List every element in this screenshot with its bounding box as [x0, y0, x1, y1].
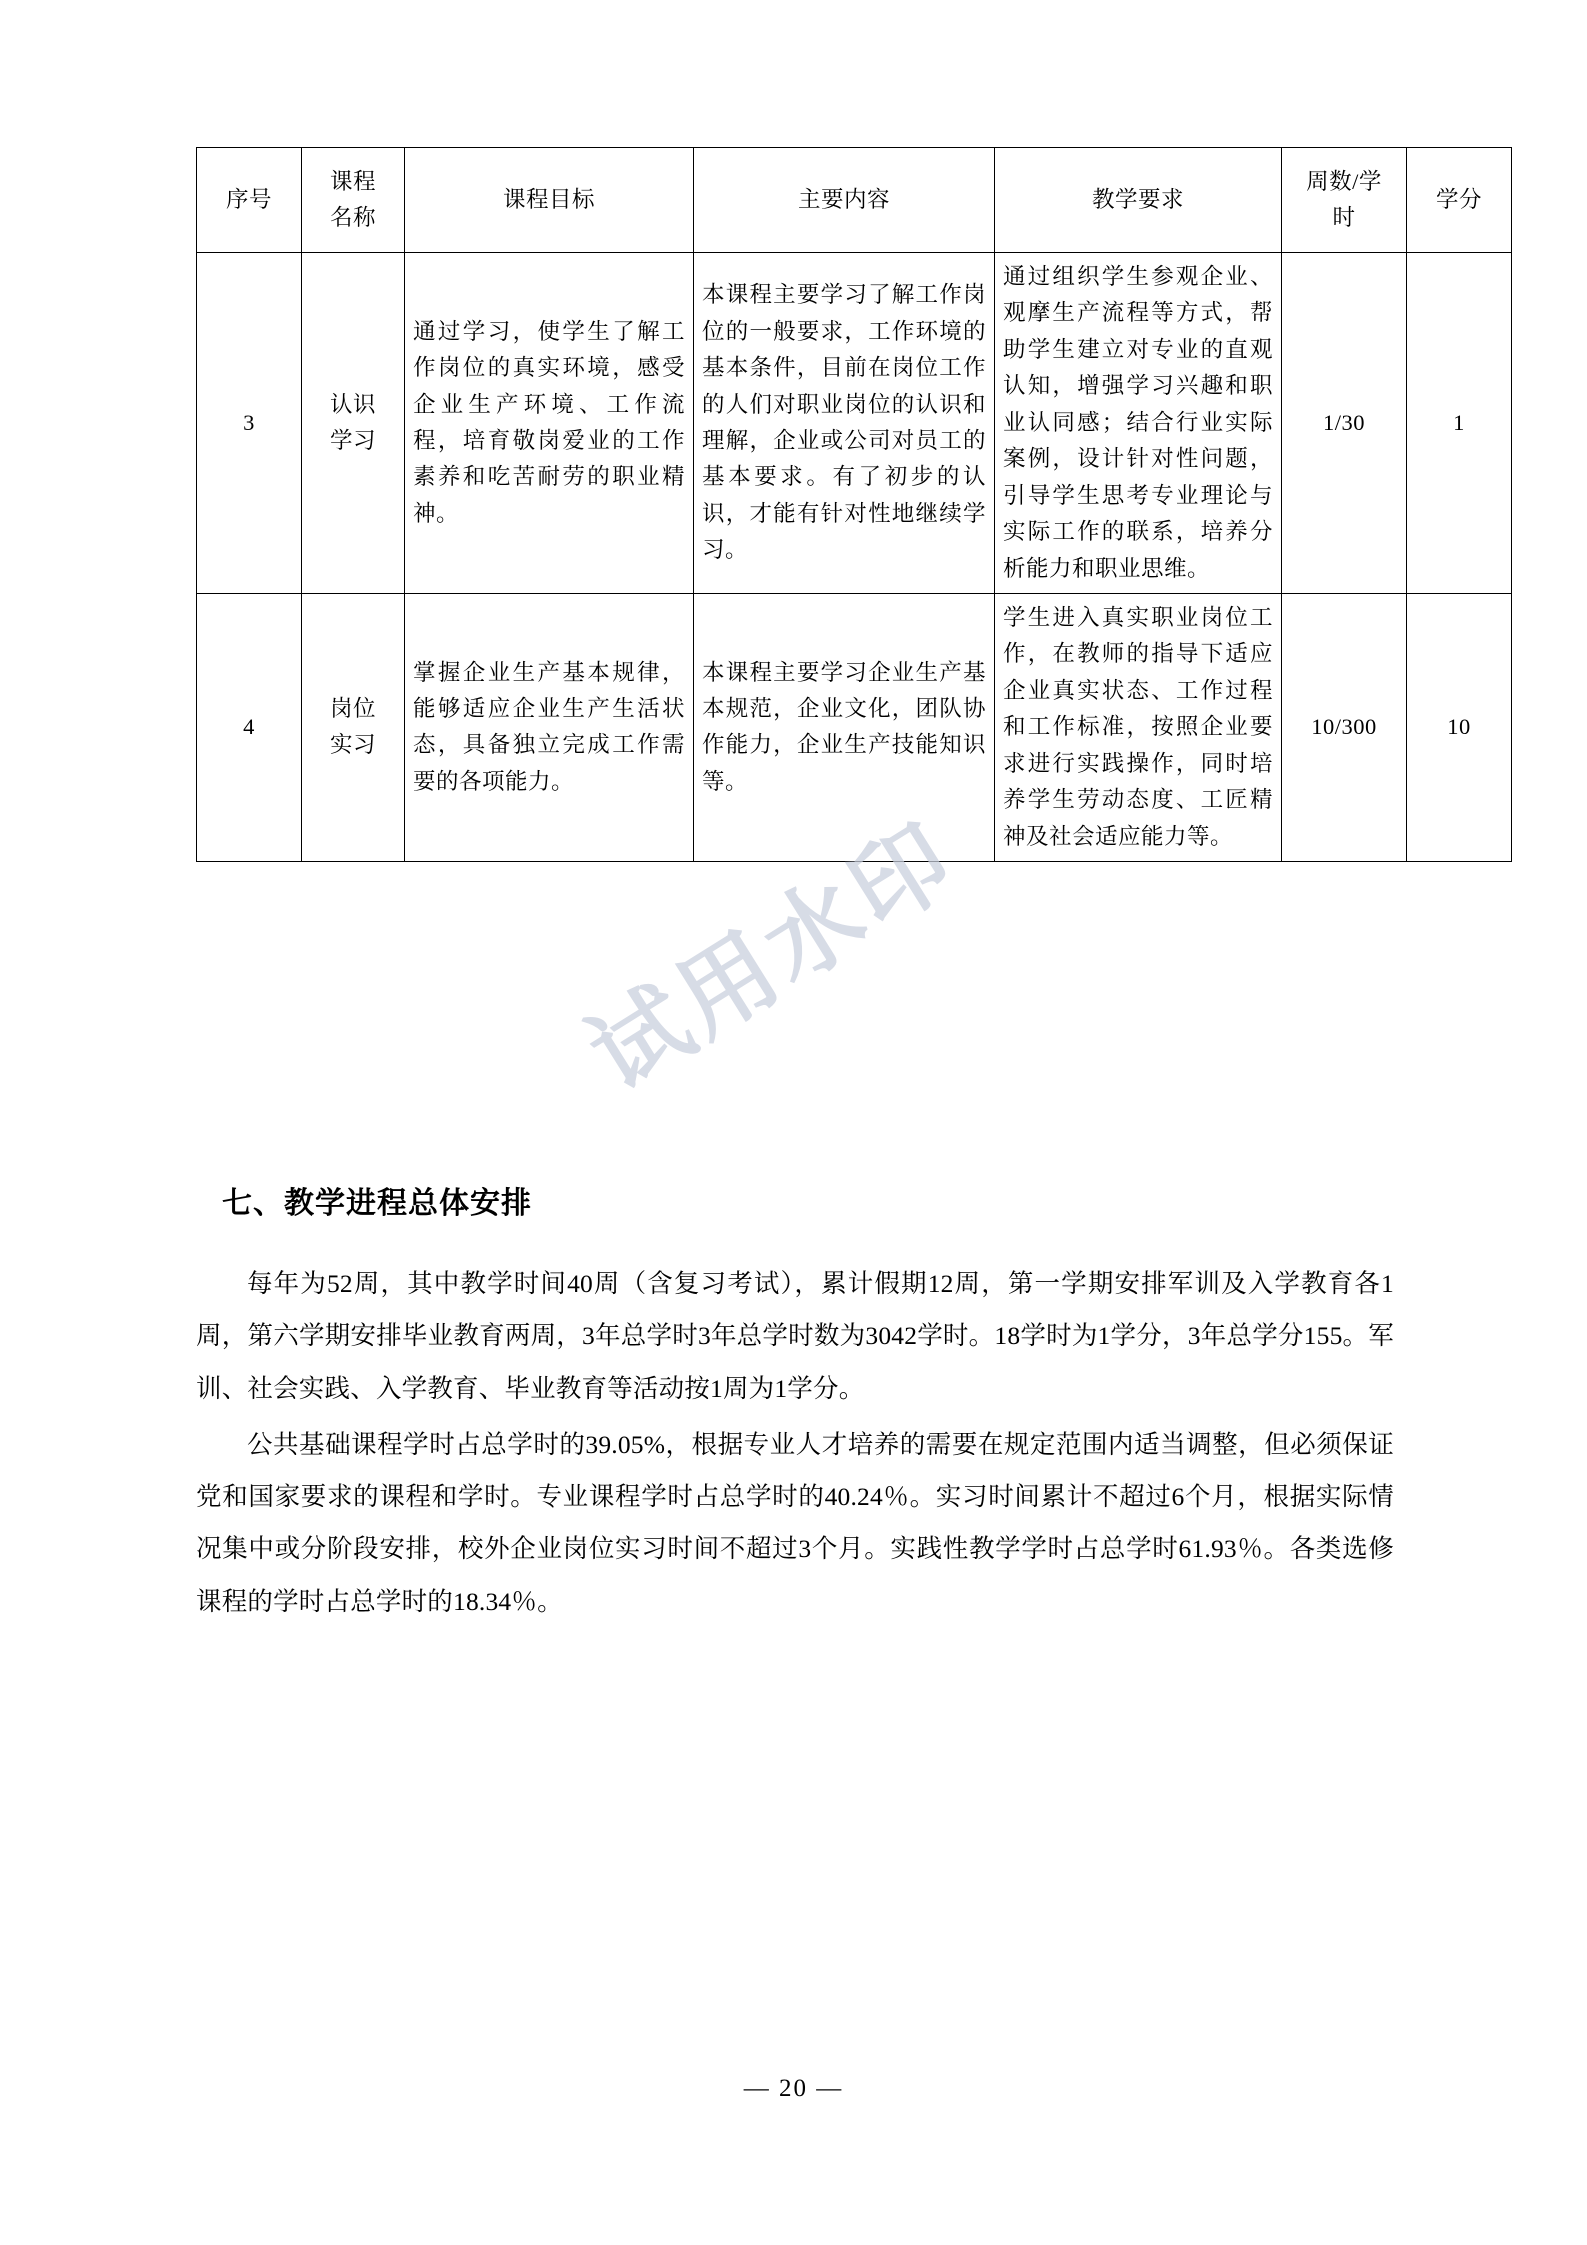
row-course-name-line2: 实习: [329, 732, 376, 758]
row-serial-number: 4: [197, 593, 302, 861]
body-paragraph: 公共基础课程学时占总学时的39.05%，根据专业人才培养的需要在规定范围内适当调整，但必须保证党和国家要求的课程和学时。专业课程学时占总学时的40.24％。实习时间累计不超过6个月，根据实际情况集中或分阶段安排，校外企业岗位实习时间不超过3个月。实践性教学学时占总学时61.93％。各类选修课程的学时占总学时的18.34％。: [196, 1429, 1394, 1616]
watermark-text: 试用水印: [570, 800, 976, 1112]
course-plan-table: [196, 147, 1512, 862]
row-main-content: 本课程主要学习企业生产基本规范，企业文化，团队协作能力，企业生产技能知识等。: [694, 593, 995, 861]
row-course-name-line2: 学习: [329, 427, 376, 453]
body-paragraph: 每年为52周，其中教学时间40周（含复习考试），累计假期12周，第一学期安排军训及入学教育各1周，第六学期安排毕业教育两周，3年总学时3年总学时数为3042学时。18学时为1学分，3年总学分155。军训、社会实践、入学教育、毕业教育等活动按1周为1学分。: [196, 1269, 1394, 1403]
section-body: [196, 1258, 1394, 1632]
row-course-name: [302, 253, 405, 594]
header-course-name-line1: 课程: [329, 168, 376, 194]
row-credit: 1: [1407, 253, 1512, 594]
header-weeks-hours-line2: 时: [1332, 205, 1356, 230]
header-course-name: [302, 148, 405, 253]
table-header-row: [197, 148, 1512, 253]
header-weeks-hours: [1282, 148, 1407, 253]
row-serial-number: 3: [197, 253, 302, 594]
page-number: — 20 —: [743, 2075, 844, 2102]
header-serial-number: 序号: [197, 148, 302, 253]
header-course-goal: 课程目标: [405, 148, 694, 253]
row-course-name: [302, 593, 405, 861]
header-credit: 学分: [1407, 148, 1512, 253]
header-teaching-requirement: 教学要求: [995, 148, 1282, 253]
header-weeks-hours-line1: 周数/学: [1306, 168, 1382, 194]
row-teaching-requirement: 通过组织学生参观企业、观摩生产流程等方式，帮助学生建立对专业的直观认知，增强学习兴趣和职业认同感；结合行业实际案例，设计针对性问题，引导学生思考专业理论与实际工作的联系，培养分析能力和职业思维。: [995, 253, 1282, 594]
row-teaching-requirement: 学生进入真实职业岗位工作，在教师的指导下适应企业真实状态、工作过程和工作标准，按照企业要求进行实践操作，同时培养学生劳动态度、工匠精神及社会适应能力等。: [995, 593, 1282, 861]
row-weeks-hours: 1/30: [1282, 253, 1407, 594]
table-row: [197, 253, 1512, 594]
header-main-content: 主要内容: [694, 148, 995, 253]
row-course-name-line1: 岗位: [329, 696, 376, 722]
table-row: [197, 593, 1512, 861]
row-weeks-hours: 10/300: [1282, 593, 1407, 861]
row-course-goal: 通过学习，使学生了解工作岗位的真实环境，感受企业生产环境、工作流程，培育敬岗爱业的工作素养和吃苦耐劳的职业精神。: [405, 253, 694, 594]
row-main-content: 本课程主要学习了解工作岗位的一般要求，工作环境的基本条件，目前在岗位工作的人们对职业岗位的认识和理解，企业或公司对员工的基本要求。有了初步的认识，才能有针对性地继续学习。: [694, 253, 995, 594]
header-course-name-line2: 名称: [329, 205, 376, 230]
row-course-goal: 掌握企业生产基本规律，能够适应企业生产生活状态，具备独立完成工作需要的各项能力。: [405, 593, 694, 861]
row-course-name-line1: 认识: [329, 391, 376, 417]
section-heading: 七、教学进程总体安排: [222, 1187, 532, 1220]
row-credit: 10: [1407, 593, 1512, 861]
